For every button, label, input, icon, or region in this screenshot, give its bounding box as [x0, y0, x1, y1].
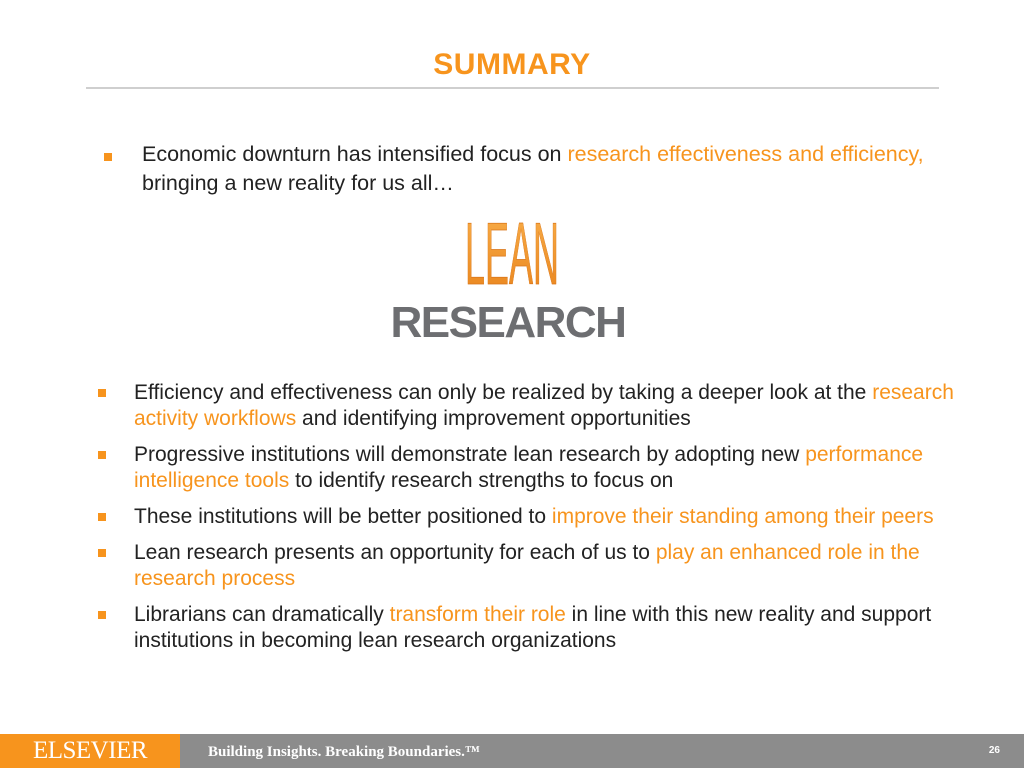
slide-title: SUMMARY [433, 48, 591, 81]
list-item [96, 380, 966, 432]
footer-tagline: Building Insights. Breaking Boundaries.™ [208, 744, 480, 760]
bullet-text: to identify research strengths to focus on [289, 469, 674, 492]
elsevier-logo: ELSEVIER [0, 734, 180, 768]
research-logo-text: RESEARCH [390, 298, 626, 347]
bullet-square-icon [98, 389, 106, 397]
bullet-highlight: performance intelligence tools [134, 443, 924, 492]
title-divider [86, 87, 939, 89]
intro-text-before: Economic downturn has intensified focus on [142, 142, 568, 166]
bullet-square-icon [98, 549, 106, 557]
list-item [96, 602, 966, 654]
list-item [96, 504, 966, 530]
bullet-text: These institutions will be better positioned to [134, 505, 552, 528]
lean-logo [0, 204, 1024, 303]
footer-bar [0, 734, 1024, 768]
intro-bullet [104, 140, 964, 198]
list-item [96, 442, 966, 494]
page-number: 26 [988, 745, 1000, 756]
bullet-text: Librarians can dramatically [134, 603, 390, 626]
lean-logo-graphic [462, 204, 562, 303]
intro-text [104, 140, 964, 198]
intro-highlight: research effectiveness and efficiency, [567, 142, 924, 166]
bullet-highlight: improve their standing among their peers [551, 505, 934, 528]
bullet-text: in line with this new reality and support institutions in becoming lean research organizations [134, 603, 932, 652]
bullet-square-icon [104, 140, 112, 169]
summary-bullet-list [96, 380, 966, 664]
bullet-square-icon [98, 611, 106, 619]
lean-logo-text: LEAN [465, 204, 559, 303]
bullet-highlight: research activity workflows [134, 381, 954, 430]
bullet-text: Lean research presents an opportunity for each of us to [134, 541, 656, 564]
bullet-highlight: transform their role [389, 603, 566, 626]
bullet-text: and identifying improvement opportunities [296, 407, 691, 430]
bullet-text: Progressive institutions will demonstrate lean research by adopting new [134, 443, 806, 466]
bullet-square-icon [98, 513, 106, 521]
bullet-highlight: play an enhanced role in the research process [134, 541, 920, 590]
intro-text-after: bringing a new reality for us all… [142, 171, 454, 195]
list-item [96, 540, 966, 592]
bullet-square-icon [98, 451, 106, 459]
bullet-text: Efficiency and effectiveness can only be realized by taking a deeper look at the [134, 381, 873, 404]
